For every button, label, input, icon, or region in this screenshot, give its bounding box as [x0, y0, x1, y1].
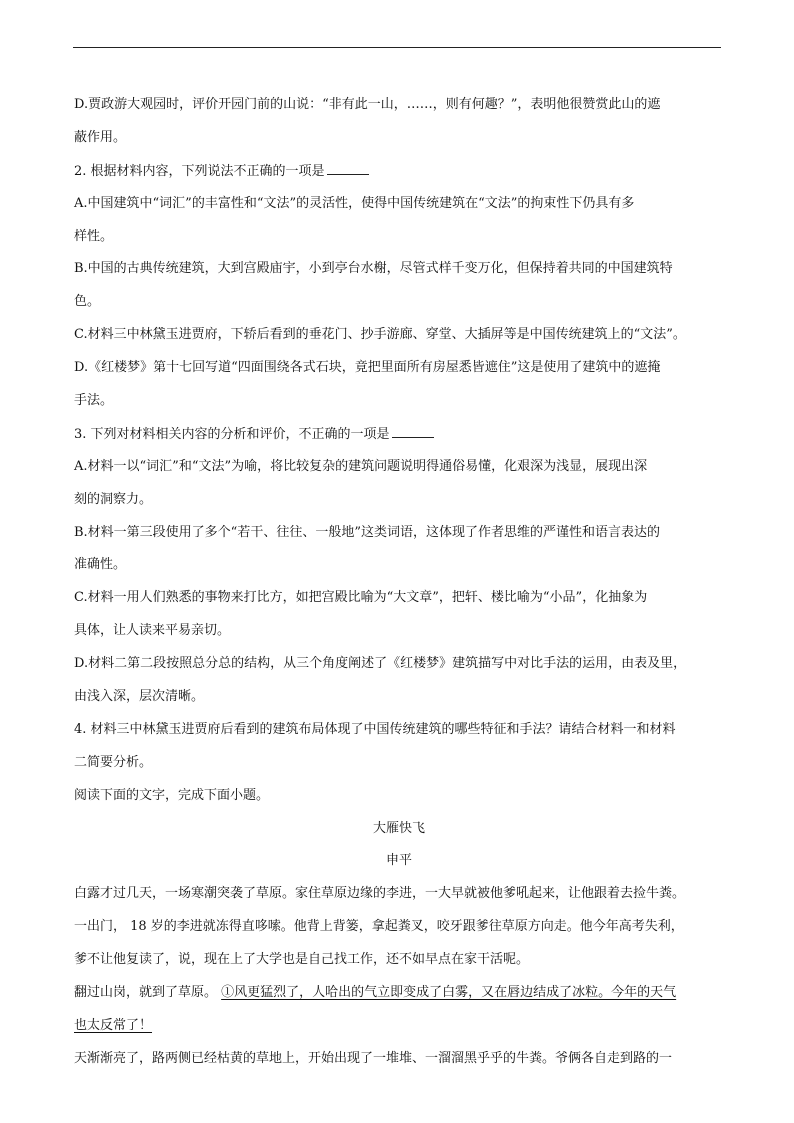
answer-blank: [327, 163, 369, 175]
passage-title: 大雁快飞: [372, 820, 425, 836]
q3-option-d-line1: D.材料二第二段按照总分总的结构，从三个角度阐述了《红楼梦》建筑描写中对比手法的运用，由表及里，: [74, 656, 687, 672]
passage-paragraph-3-line1: [74, 985, 724, 1001]
passage-paragraph-4: 天渐渐亮了，路两侧已经枯黄的草地上，开始出现了一堆堆、一溜溜黑乎乎的牛粪。爷俩各自走到路的一: [74, 1050, 673, 1066]
q2-option-b-line2: 色。: [74, 294, 101, 310]
q3-option-a-line1: A.材料一以“词汇”和“文法”为喻，将比较复杂的建筑问题说明得通俗易懂，化艰深为浅显，展现出深: [74, 458, 648, 474]
question-3-text: 3. 下列对材料相关内容的分析和评价，不正确的一项是: [74, 426, 390, 442]
passage-paragraph-2-line1: 一出门， 18 岁的李进就冻得直哆嗦。他背上背篓，拿起粪叉，咬牙跟爹往草原方向走。他今年高考失利，: [74, 919, 684, 935]
passage-paragraph-2-line2: 爹不让他复读了，说，现在上了大学也是自己找工作，还不如早点在家干活呢。: [74, 952, 530, 968]
question-2-text: 2. 根据材料内容，下列说法不正确的一项是: [74, 163, 325, 179]
answer-blank: [392, 426, 434, 438]
q3-option-c-line2: 具体，让人读来平易亲切。: [74, 623, 231, 639]
q3-option-b-line2: 准确性。: [74, 557, 127, 573]
q2-option-d-line2: 手法。: [74, 393, 114, 409]
q3-option-c-line1: C.材料一用人们熟悉的事物来打比方，如把宫殿比喻为“大文章”，把轩、楼比喻为“小品”，化抽象为: [74, 590, 648, 606]
q3-option-b-line1: B.材料一第三段使用了多个“若干、往往、一般地”这类词语，这体现了作者思维的严谨性和语言表达的: [74, 524, 660, 540]
q2-option-a-line1: A.中国建筑中“词汇”的丰富性和“文法”的灵活性，使得中国传统建筑在“文法”的拘束性下仍具有多: [74, 195, 635, 211]
document-body: [74, 97, 724, 1084]
q2-option-d-line1: D.《红楼梦》第十七回写道“四面围绕各式石块，竟把里面所有房屋悉皆遮住”这是使用了建筑中的遮掩: [74, 360, 661, 376]
q2-option-a-line2: 样性。: [74, 228, 114, 244]
question-2: [74, 163, 724, 179]
passage-paragraph-1: 白露才过几天，一场寒潮突袭了草原。家住草原边缘的李进，一大早就被他爹吼起来，让他跟着去捡牛粪。: [74, 886, 686, 902]
paragraph-3-lead: 翻过山岗，就到了草原。: [74, 985, 222, 1001]
option-d-q1-line2: 蔽作用。: [74, 129, 127, 145]
underlined-sentence-1: ①风更猛烈了，人哈出的气立即变成了白雾，又在唇边结成了冰粒。今年的天气: [221, 985, 677, 1001]
question-3: [74, 426, 724, 442]
option-d-q1-line1: D.贾政游大观园时，评价开园门前的山说：“非有此一山，……，则有何趣？”，表明他很赞赏此山的遮: [74, 97, 661, 112]
underlined-sentence-1-end: 也太反常了！: [74, 1017, 153, 1033]
q2-option-c: C.材料三中林黛玉进贾府，下轿后看到的垂花门、抄手游廊、穿堂、大插屏等是中国传统建筑上的“文法”。: [74, 327, 686, 343]
question-4-line1: 4. 材料三中林黛玉进贾府后看到的建筑布局体现了中国传统建筑的哪些特征和手法？请结合材料一和材料: [74, 721, 676, 737]
q3-option-d-line2: 由浅入深，层次清晰。: [74, 689, 205, 705]
question-4-line2: 二简要分析。: [74, 754, 153, 770]
passage-paragraph-3-line2: [74, 1018, 724, 1034]
header-rule: [73, 47, 721, 48]
passage-author: 申平: [385, 853, 412, 869]
q3-option-a-line2: 刻的洞察力。: [74, 491, 153, 507]
q2-option-b-line1: B.中国的古典传统建筑，大到宫殿庙宇，小到亭台水榭，尽管式样千变万化，但保持着共同的中国建筑特: [74, 261, 673, 277]
reading-instruction: 阅读下面的文字，完成下面小题。: [74, 787, 270, 803]
